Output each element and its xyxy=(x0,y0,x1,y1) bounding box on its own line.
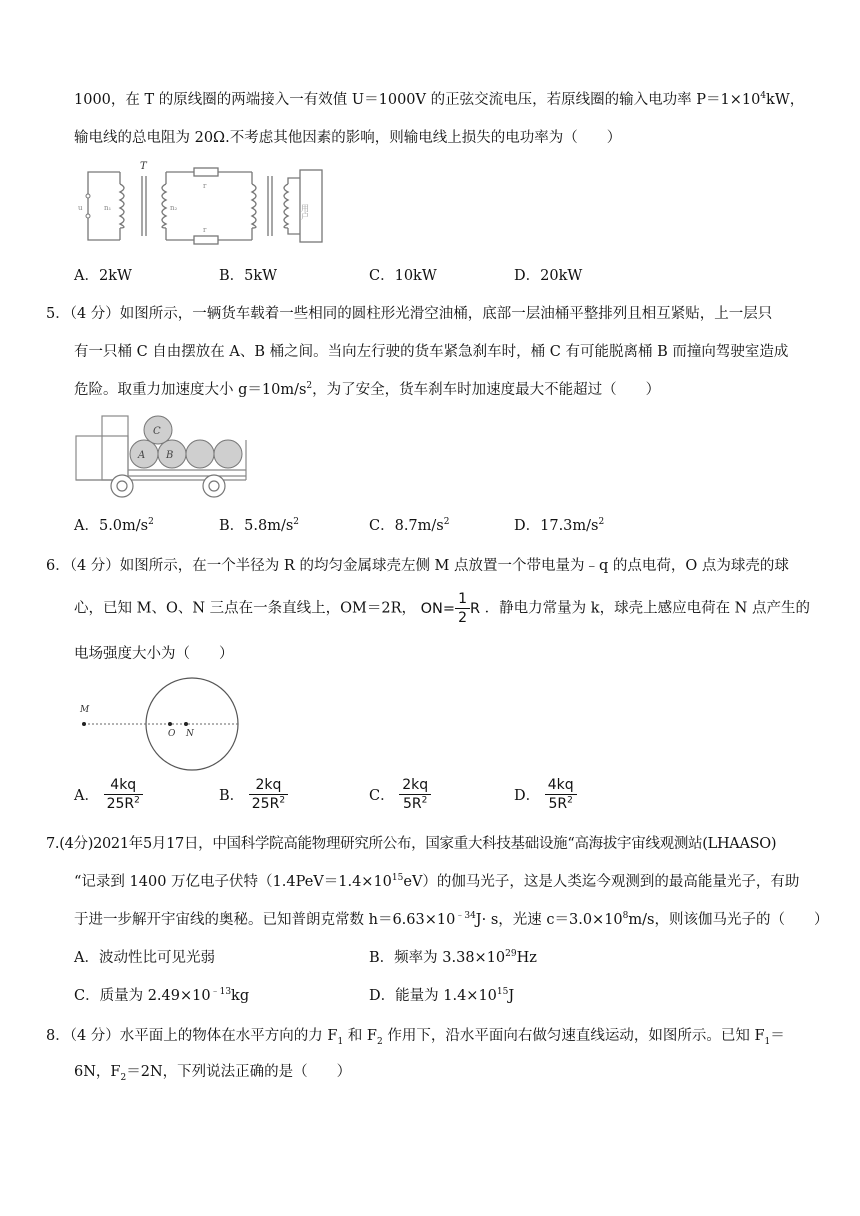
truck-figure xyxy=(74,412,254,500)
barrel-b-label: B xyxy=(166,450,174,461)
transformer-circuit-figure xyxy=(76,160,326,248)
q6-line-1: 6．（4 分）如图所示，在一个半径为 R 的均匀金属球壳左侧 M 点放置一个带电量为﹣q 的点电荷，O 点为球壳的球 xyxy=(46,558,789,574)
on-formula: ON= $\frac{1}{2}$ R xyxy=(420,591,481,626)
label-n1: n₁ xyxy=(104,204,112,212)
q7-line-2: “记录到 1400 万亿电子伏特$(1.4PeV=1.4\times 10^{15}eV)$的伽马光子，这是人类迄今观测到的最高能量光子，有助 xyxy=(74,873,800,890)
q4-option-b[interactable]: B．5kW xyxy=(219,268,278,284)
label-r-bottom: r xyxy=(203,226,207,234)
point-o-label: O xyxy=(168,729,176,739)
q7-line-1: 7.(4分)2021年5月17日，中国科学院高能物理研究所公布，国家重大科技基础设施“高海拔宇宙线观测站(LHAASO) xyxy=(46,836,777,852)
q6-option-b[interactable]: B． $\frac{2kq}{25R^2}$ xyxy=(219,776,288,813)
q8-line-2: 6N，$F_2=2N$，下列说法正确的是（ ） xyxy=(74,1064,352,1083)
q5-line-1: 5．（4 分）如图所示，一辆货车载着一些相同的圆柱形光滑空油桶，底部一层油桶平整排列且相互紧贴，上一层只 xyxy=(46,306,773,322)
q6-options xyxy=(74,776,774,820)
label-user: 用户 xyxy=(300,204,310,220)
q6-option-d[interactable]: D． $\frac{4kq}{5R^2}$ xyxy=(514,776,577,813)
point-m-label: M xyxy=(80,705,90,715)
point-n-label: N xyxy=(186,729,194,739)
q4-option-a[interactable]: A．2kW xyxy=(74,268,132,284)
q5-option-a[interactable]: A．$5.0m/s^2$ xyxy=(74,517,154,534)
q4-option-c[interactable]: C．10kW xyxy=(369,268,437,284)
q4-line-1: 1000，在 T 的原线圈的两端接入一有效值 U＝1000V 的正弦交流电压，若原线圈的输入电功率 $P=1\times 10^4kW$， xyxy=(74,91,805,108)
q7-option-d[interactable]: D．能量为 $1.4\times 10^{15}J$ xyxy=(369,987,515,1004)
q7-option-a[interactable]: A．波动性比可见光弱 xyxy=(74,950,215,966)
q4-option-d[interactable]: D．20kW xyxy=(514,268,583,284)
q5-line-3: 危险。取重力加速度大小 $g=10m/s^2$，为了安全，货车刹车时加速度最大不能超过（ ） xyxy=(74,381,661,398)
sphere-figure xyxy=(74,672,244,772)
label-T: T xyxy=(140,161,147,172)
q5-option-b[interactable]: B．$5.8m/s^2$ xyxy=(219,517,300,534)
barrel-a-label: A xyxy=(138,450,146,461)
q7-option-c[interactable]: C．质量为 $2.49\times 10^{﹣13}kg$ xyxy=(74,987,250,1004)
label-n2: n₂ xyxy=(170,204,178,212)
label-r-top: r xyxy=(203,182,207,190)
q5-option-d[interactable]: D．$17.3m/s^2$ xyxy=(514,517,605,534)
q5-line-2: 有一只桶 C 自由摆放在 A、B 桶之间。当向左行驶的货车紧急刹车时，桶 C 有可能脱离桶 B 而撞向驾驶室造成 xyxy=(74,344,789,360)
q6-line-2: 心，已知 M、O、N 三点在一条直线上，OM＝2R， ON= $\frac{1}{2}$ R ．静电力常量为 k，球壳上感应电荷在 N 点产生的 xyxy=(74,591,810,626)
q6-option-c[interactable]: C． $\frac{2kq}{5R^2}$ xyxy=(369,776,431,813)
q7-line-3: 于进一步解开宇宙线的奥秘。已知普朗克常数 $h=6.63\times 10^{﹣34}J\cdot s$，光速 $c=3.0\times 10^8m/s$，则该伽马光子的（ ） xyxy=(74,911,829,928)
q5-option-c[interactable]: C．$8.7m/s^2$ xyxy=(369,517,450,534)
barrel-c-label: C xyxy=(153,426,161,437)
q6-line-3: 电场强度大小为（ ） xyxy=(74,646,234,662)
label-u: u xyxy=(78,204,83,212)
q6-option-a[interactable]: A． $\frac{4kq}{25R^2}$ xyxy=(74,776,143,813)
q7-option-b[interactable]: B．频率为 $3.38\times 10^{29}Hz$ xyxy=(369,949,537,966)
q4-line-2: 输电线的总电阻为 20Ω.不考虑其他因素的影响，则输电线上损失的电功率为（ ） xyxy=(74,130,622,146)
q8-line-1: 8．（4 分）水平面上的物体在水平方向的力 $F_1$ 和 $F_2$ 作用下，沿水平面向右做匀速直线运动，如图所示。已知 $F_1=$ xyxy=(46,1028,785,1047)
